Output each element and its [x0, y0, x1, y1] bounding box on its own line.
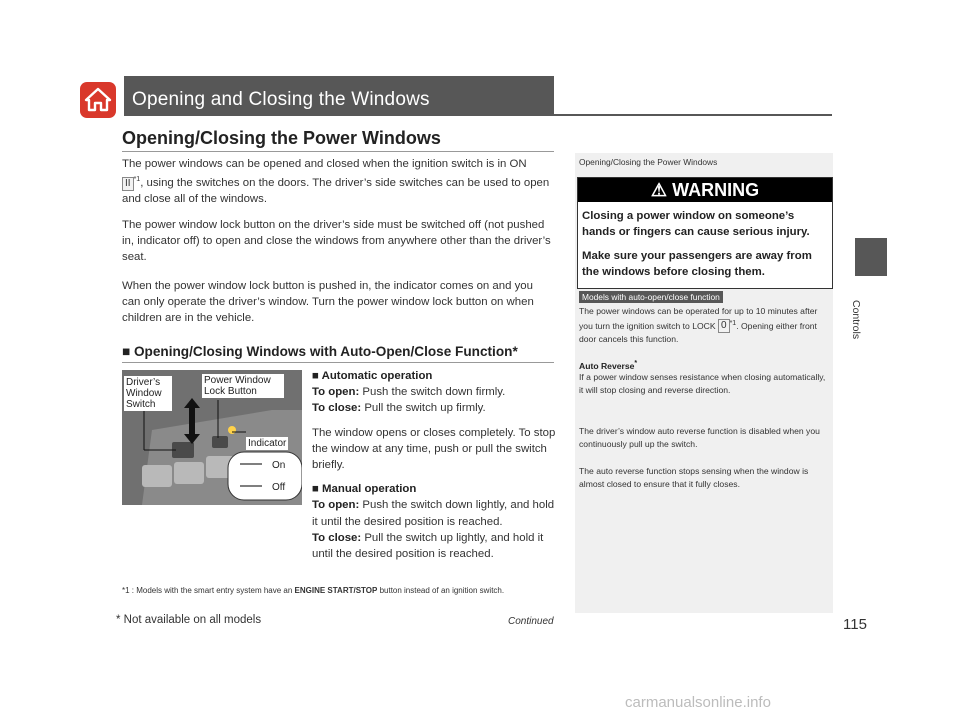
section-heading: Opening/Closing the Power Windows	[122, 128, 441, 148]
lock-button-paragraph: The power window lock button on the driver’s side must be switched off (not pushed in, indicator off) to open and close the windows from anywhere other than the driver’s seat.	[122, 219, 551, 264]
header-rule	[124, 114, 832, 116]
auto-reverse-heading: Auto Reverse*	[579, 360, 638, 371]
availability-note: * Not available on all models	[116, 614, 262, 626]
indicator-callout: Indicator	[248, 438, 287, 449]
chapter-title: Opening and Closing the Windows	[132, 89, 430, 110]
automatic-operation-heading: ■ Automatic operation	[312, 370, 433, 382]
auto-note: The window opens or closes completely. To stop the window at any time, push or pull the switch briefly.	[312, 426, 556, 472]
note-text-4: The auto reverse function stops sensing when the window is almost closed to ensure that it fully closes.	[579, 466, 809, 489]
watermark: carmanualsonline.info	[625, 694, 771, 711]
chapter-title-bar	[124, 76, 554, 114]
note-panel-title: Opening/Closing the Power Windows	[579, 157, 718, 167]
note-text-2: If a power window senses resistance when closing automatically, it will stop closing and reverse direction.	[579, 372, 826, 395]
note-text-1: The power windows can be operated for up to 10 minutes after you turn the ignition switch to LOCK 0 $^{*1}$. Opening either front door cancels this function.	[579, 306, 818, 345]
subsection-heading: ■ Opening/Closing Windows with Auto-Open/Close Function*	[122, 344, 518, 359]
on-label: On	[272, 460, 286, 471]
intro-paragraph: The power windows can be opened and closed when the ignition switch is in ON II $^{*1}$, using the switches on the doors. The driver’s side switches can be used to open and close all of the windows.	[122, 158, 550, 206]
lock-indicator-paragraph: When the power window lock button is pushed in, the indicator comes on and you can only operate the driver’s window. Turn the power window lock button on when children are in the vehicle.	[122, 280, 534, 325]
note-panel	[575, 153, 833, 613]
off-label: Off	[272, 482, 286, 493]
auto-open-instruction: To open: Push the switch down firmly.	[312, 386, 506, 399]
home-icon[interactable]	[80, 82, 116, 118]
operation-instructions	[312, 368, 556, 562]
ignition-on-key-icon: II	[122, 177, 134, 191]
manual-open-instruction: To open: Push the switch down lightly, and hold it until the desired position is reached.	[312, 499, 555, 528]
power-window-switch-illustration	[122, 370, 302, 505]
power-window-lock-button-callout: Power Window Lock Button	[202, 374, 284, 398]
note-text-3: The driver’s window auto reverse function is disabled when you continuously pull up the switch.	[579, 426, 820, 449]
heading-divider	[122, 151, 554, 152]
page-number: 115	[843, 616, 867, 633]
auto-close-instruction: To close: Pull the switch up firmly.	[312, 402, 486, 415]
manual-close-instruction: To close: Pull the switch up lightly, and hold it until the desired position is reached.	[312, 531, 544, 561]
manual-operation-heading: ■ Manual operation	[312, 483, 417, 496]
subsection-divider	[122, 362, 554, 363]
ignition-lock-key-icon: 0	[718, 319, 730, 333]
model-badge: Models with auto-open/close function	[579, 291, 723, 303]
side-tab-marker	[855, 238, 887, 276]
warning-box	[577, 177, 833, 289]
warning-text-1: Closing a power window on someone’s hands or fingers can cause serious injury.	[582, 210, 810, 238]
side-tab-label: Controls	[850, 300, 862, 340]
warning-header: ⚠ WARNING	[578, 178, 832, 202]
continued-label: Continued	[508, 616, 554, 627]
warning-icon: ⚠	[650, 180, 668, 200]
footnote: *1 : Models with the smart entry system have an ENGINE START/STOP button instead of an ignition switch.	[122, 586, 505, 595]
warning-text-2: Make sure your passengers are away from the windows before closing them.	[582, 250, 812, 278]
driver-window-switch-callout: Driver’s Window Switch	[124, 376, 172, 411]
